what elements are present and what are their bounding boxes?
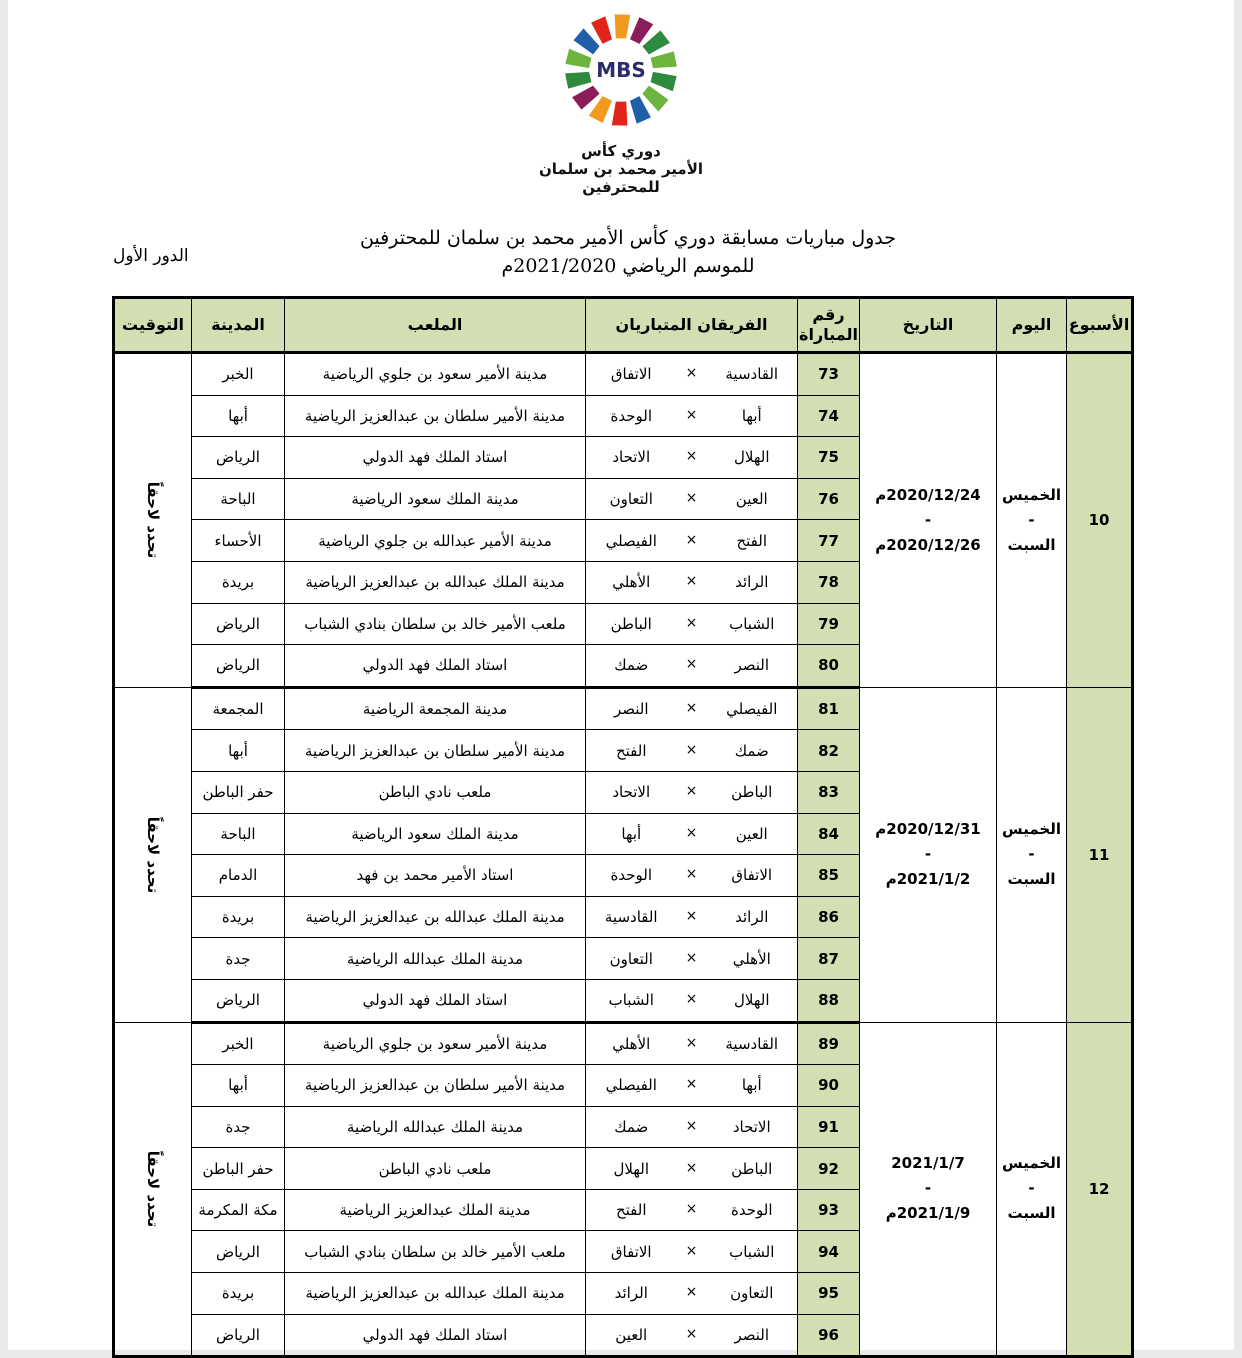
logo-caption-line-1: دوري كأس <box>581 142 661 160</box>
teams-wrapper <box>586 615 797 633</box>
match-number: 77 <box>798 520 860 562</box>
versus-mark: × <box>685 365 698 382</box>
match-number: 78 <box>798 561 860 603</box>
stadium: مدينة الملك عبدالله الرياضية <box>285 1106 586 1148</box>
versus-mark: × <box>685 783 698 800</box>
city: بريدة <box>192 561 285 603</box>
versus-mark: × <box>685 656 698 673</box>
teams-wrapper <box>586 1243 797 1261</box>
stadium: مدينة الأمير سلطان بن عبدالعزيز الرياضية <box>285 1065 586 1107</box>
stadium: مدينة الأمير سلطان بن عبدالعزيز الرياضية <box>285 730 586 772</box>
document-title <box>308 224 948 280</box>
day-line: الخميس <box>1002 485 1061 504</box>
away-team: التعاون <box>609 490 653 509</box>
table-row <box>114 353 1133 396</box>
match-teams <box>586 395 798 437</box>
date-line: 2021/1/7 <box>891 1154 965 1173</box>
away-team: النصر <box>613 700 649 719</box>
away-team: القادسية <box>604 908 658 927</box>
teams-wrapper <box>586 1160 797 1178</box>
away-team: الاتفاق <box>610 365 652 384</box>
logo-segment <box>651 72 677 91</box>
teams-wrapper <box>586 1201 797 1219</box>
match-dates <box>860 353 997 688</box>
home-team: أبها <box>741 406 762 425</box>
stage-label: الدور الأول <box>113 246 189 266</box>
match-number: 93 <box>798 1189 860 1231</box>
home-team: القادسية <box>725 365 779 384</box>
city: الرياض <box>192 1314 285 1357</box>
match-dates <box>860 687 997 1022</box>
away-team: الرائد <box>614 1284 648 1303</box>
versus-mark: × <box>685 1076 698 1093</box>
title-line-1: جدول مباريات مسابقة دوري كأس الأمير محمد بن سلمان للمحترفين <box>359 227 897 249</box>
week-number: 11 <box>1067 687 1133 1022</box>
match-number: 81 <box>798 687 860 730</box>
match-teams <box>586 603 798 645</box>
city: بريدة <box>192 1273 285 1315</box>
home-team: الرائد <box>735 908 769 927</box>
day-line: الخميس <box>1002 1154 1061 1173</box>
stadium: مدينة الملك عبدالله بن عبدالعزيز الرياضية <box>285 561 586 603</box>
stadium: استاد الملك فهد الدولي <box>285 437 586 479</box>
date-line: 2021/1/2م <box>885 870 971 889</box>
away-team: الباطن <box>610 614 652 633</box>
match-number: 91 <box>798 1106 860 1148</box>
day-line: - <box>1028 845 1035 864</box>
home-team: الباطن <box>731 1159 773 1178</box>
teams-wrapper <box>586 950 797 968</box>
teams-wrapper <box>586 490 797 508</box>
stadium: ملعب الأمير خالد بن سلطان بنادي الشباب <box>285 603 586 645</box>
city: جدة <box>192 1106 285 1148</box>
match-teams <box>586 1148 798 1190</box>
date-line: - <box>924 845 932 864</box>
versus-mark: × <box>685 991 698 1008</box>
stadium: ملعب نادي الباطن <box>285 771 586 813</box>
versus-mark: × <box>685 614 698 631</box>
teams-wrapper <box>586 908 797 926</box>
table-row <box>114 687 1133 730</box>
match-number: 90 <box>798 1065 860 1107</box>
match-number: 85 <box>798 855 860 897</box>
away-team: الأهلي <box>612 573 651 592</box>
city: أبها <box>192 395 285 437</box>
away-team: الوحدة <box>610 406 652 425</box>
match-teams <box>586 1065 798 1107</box>
versus-mark: × <box>685 490 698 507</box>
home-team: الهلال <box>733 991 770 1010</box>
city: الرياض <box>192 645 285 688</box>
away-team: الشباب <box>608 991 654 1010</box>
home-team: النصر <box>734 1325 770 1344</box>
match-number: 89 <box>798 1022 860 1065</box>
match-number: 84 <box>798 813 860 855</box>
teams-wrapper <box>586 1118 797 1136</box>
header-day: اليوم <box>997 298 1067 353</box>
match-teams <box>586 1273 798 1315</box>
city: الرياض <box>192 603 285 645</box>
stadium: مدينة الأمير سعود بن جلوي الرياضية <box>285 353 586 396</box>
teams-wrapper <box>586 532 797 550</box>
match-number: 96 <box>798 1314 860 1357</box>
match-teams <box>586 1231 798 1273</box>
match-teams <box>586 813 798 855</box>
city: بريدة <box>192 896 285 938</box>
teams-wrapper <box>586 573 797 591</box>
teams-wrapper <box>586 656 797 674</box>
match-days <box>997 1022 1067 1357</box>
away-team: الاتفاق <box>610 1242 652 1261</box>
home-team: القادسية <box>725 1034 779 1053</box>
date-line: 2020/12/26م <box>875 535 981 554</box>
header-city: المدينة <box>192 298 285 353</box>
stadium: استاد الملك فهد الدولي <box>285 979 586 1022</box>
versus-mark: × <box>685 1242 698 1259</box>
header-stadium: الملعب <box>285 298 586 353</box>
schedule-body <box>114 353 1133 1357</box>
stadium: ملعب نادي الباطن <box>285 1148 586 1190</box>
home-team: الفيصلي <box>726 700 778 719</box>
away-team: الفتح <box>615 1201 647 1220</box>
header-time: التوقيت <box>114 298 192 353</box>
teams-wrapper <box>586 825 797 843</box>
logo-segment <box>612 102 628 126</box>
away-team: الفيصلي <box>605 1076 657 1095</box>
away-team: أبها <box>621 824 642 843</box>
match-teams <box>586 687 798 730</box>
city: الباحة <box>192 813 285 855</box>
match-number: 79 <box>798 603 860 645</box>
match-teams <box>586 437 798 479</box>
table-row <box>114 1022 1133 1065</box>
header-match-number: رقم المباراة <box>798 298 860 353</box>
match-number: 87 <box>798 938 860 980</box>
match-teams <box>586 478 798 520</box>
schedule-table <box>112 296 1134 1358</box>
city: الرياض <box>192 437 285 479</box>
logo-segment <box>630 96 651 124</box>
home-team: الأهلي <box>732 949 771 968</box>
versus-mark: × <box>685 824 698 841</box>
versus-mark: × <box>685 700 698 717</box>
home-team: الفتح <box>736 531 768 550</box>
home-team: الاتحاد <box>732 1117 771 1136</box>
stadium: ملعب الأمير خالد بن سلطان بنادي الشباب <box>285 1231 586 1273</box>
city: الخبر <box>192 1022 285 1065</box>
day-line: السبت <box>1007 535 1056 554</box>
logo-segment <box>572 86 599 110</box>
away-team: الفيصلي <box>605 531 657 550</box>
match-number: 83 <box>798 771 860 813</box>
logo-segment <box>574 28 600 54</box>
match-teams <box>586 1022 798 1065</box>
day-line: الخميس <box>1002 820 1061 839</box>
stadium: مدينة الملك عبدالعزيز الرياضية <box>285 1189 586 1231</box>
match-days <box>997 353 1067 688</box>
home-team: التعاون <box>730 1284 774 1303</box>
teams-wrapper <box>586 991 797 1009</box>
stadium: استاد الملك فهد الدولي <box>285 1314 586 1357</box>
away-team: الاتحاد <box>612 783 651 802</box>
logo-segment <box>565 49 591 68</box>
home-team: الاتفاق <box>731 866 773 885</box>
logo-segment <box>591 16 612 44</box>
day-line: السبت <box>1007 870 1056 889</box>
logo-segment <box>642 86 668 112</box>
away-team: التعاون <box>609 949 653 968</box>
kickoff-time <box>114 1022 192 1357</box>
city: الباحة <box>192 478 285 520</box>
header-date: التاريخ <box>860 298 997 353</box>
logo-segment <box>651 51 677 68</box>
versus-mark: × <box>685 949 698 966</box>
city: جدة <box>192 938 285 980</box>
versus-mark: × <box>685 1034 698 1051</box>
kickoff-time <box>114 353 192 688</box>
home-team: العين <box>735 490 768 509</box>
day-line: السبت <box>1007 1204 1056 1223</box>
stadium: مدينة الأمير عبدالله بن جلوي الرياضية <box>285 520 586 562</box>
teams-wrapper <box>586 700 797 718</box>
match-teams <box>586 1106 798 1148</box>
match-teams <box>586 730 798 772</box>
match-teams <box>586 561 798 603</box>
match-number: 73 <box>798 353 860 396</box>
date-line: - <box>924 1179 932 1198</box>
document-page <box>8 0 1234 1350</box>
teams-wrapper <box>586 866 797 884</box>
home-team: الرائد <box>735 573 769 592</box>
match-number: 86 <box>798 896 860 938</box>
match-number: 80 <box>798 645 860 688</box>
teams-wrapper <box>586 783 797 801</box>
date-line: 2020/12/31م <box>875 820 981 839</box>
stadium: مدينة الملك عبدالله بن عبدالعزيز الرياضية <box>285 1273 586 1315</box>
match-number: 76 <box>798 478 860 520</box>
versus-mark: × <box>685 908 698 925</box>
stadium: مدينة الملك سعود الرياضية <box>285 813 586 855</box>
logo-caption-line-3: للمحترفين <box>582 178 660 196</box>
teams-wrapper <box>586 742 797 760</box>
stadium: مدينة الأمير سلطان بن عبدالعزيز الرياضية <box>285 395 586 437</box>
week-number: 10 <box>1067 353 1133 688</box>
away-team: ضمك <box>614 656 649 675</box>
match-number: 74 <box>798 395 860 437</box>
city: الخبر <box>192 353 285 396</box>
logo-mark-text: MBS <box>596 58 646 82</box>
home-team: الهلال <box>733 448 770 467</box>
logo-segment <box>565 72 591 89</box>
stadium: مدينة المجمعة الرياضية <box>285 687 586 730</box>
date-line: 2020/12/24م <box>875 485 981 504</box>
kickoff-time-text: تحدد لاحقاً <box>143 1150 162 1228</box>
match-number: 92 <box>798 1148 860 1190</box>
city: الأحساء <box>192 520 285 562</box>
away-team: ضمك <box>614 1117 649 1136</box>
kickoff-time-text: تحدد لاحقاً <box>143 482 162 559</box>
stadium: مدينة الملك عبدالله بن عبدالعزيز الرياضية <box>285 896 586 938</box>
match-number: 82 <box>798 730 860 772</box>
match-number: 94 <box>798 1231 860 1273</box>
versus-mark: × <box>685 448 698 465</box>
match-dates <box>860 1022 997 1357</box>
day-line: - <box>1028 510 1035 529</box>
match-teams <box>586 771 798 813</box>
header-week: الأسبوع <box>1067 298 1133 353</box>
match-teams <box>586 353 798 396</box>
away-team: الهلال <box>613 1159 649 1178</box>
city: الرياض <box>192 979 285 1022</box>
city: المجمعة <box>192 687 285 730</box>
day-line: - <box>1028 1179 1035 1198</box>
match-number: 88 <box>798 979 860 1022</box>
kickoff-time <box>114 687 192 1022</box>
logo-caption-line-2: الأمير محمد بن سلمان <box>538 160 704 178</box>
home-team: العين <box>735 824 768 843</box>
stadium: استاد الملك فهد الدولي <box>285 645 586 688</box>
match-days <box>997 687 1067 1022</box>
header-teams: الفريقان المتباريان <box>586 298 798 353</box>
city: الرياض <box>192 1231 285 1273</box>
versus-mark: × <box>685 1325 698 1342</box>
match-teams <box>586 979 798 1022</box>
match-teams <box>586 896 798 938</box>
stadium: مدينة الملك سعود الرياضية <box>285 478 586 520</box>
versus-mark: × <box>685 866 698 883</box>
teams-wrapper <box>586 1035 797 1053</box>
home-team: النصر <box>734 656 770 675</box>
title-line-2: للموسم الرياضي 2021/2020م <box>501 255 755 277</box>
home-team: الشباب <box>729 614 775 633</box>
versus-mark: × <box>685 1159 698 1176</box>
teams-wrapper <box>586 1326 797 1344</box>
match-teams <box>586 938 798 980</box>
away-team: الوحدة <box>610 866 652 885</box>
match-teams <box>586 855 798 897</box>
stadium: مدينة الأمير سعود بن جلوي الرياضية <box>285 1022 586 1065</box>
match-teams <box>586 520 798 562</box>
away-team: الفتح <box>615 741 647 760</box>
versus-mark: × <box>685 1117 698 1134</box>
match-number: 95 <box>798 1273 860 1315</box>
teams-wrapper <box>586 365 797 383</box>
versus-mark: × <box>685 741 698 758</box>
stadium: استاد الأمير محمد بن فهد <box>285 855 586 897</box>
logo-caption <box>508 142 734 196</box>
city: الدمام <box>192 855 285 897</box>
match-teams <box>586 1189 798 1231</box>
date-line: 2021/1/9م <box>885 1204 971 1223</box>
home-team: الوحدة <box>731 1201 773 1220</box>
city: أبها <box>192 730 285 772</box>
away-team: الاتحاد <box>612 448 651 467</box>
stadium: مدينة الملك عبدالله الرياضية <box>285 938 586 980</box>
city: حفر الباطن <box>192 1148 285 1190</box>
table-header-row <box>114 298 1133 353</box>
home-team: الباطن <box>731 783 773 802</box>
match-number: 75 <box>798 437 860 479</box>
teams-wrapper <box>586 407 797 425</box>
logo-segment <box>642 30 669 54</box>
versus-mark: × <box>685 406 698 423</box>
versus-mark: × <box>685 1284 698 1301</box>
home-team: ضمك <box>734 741 769 760</box>
week-number: 12 <box>1067 1022 1133 1357</box>
home-team: الشباب <box>729 1242 775 1261</box>
away-team: الأهلي <box>612 1034 651 1053</box>
mbs-league-logo <box>556 8 686 138</box>
city: أبها <box>192 1065 285 1107</box>
date-line: - <box>924 510 932 529</box>
match-teams <box>586 1314 798 1357</box>
city: مكة المكرمة <box>192 1189 285 1231</box>
match-teams <box>586 645 798 688</box>
versus-mark: × <box>685 573 698 590</box>
versus-mark: × <box>685 1201 698 1218</box>
teams-wrapper <box>586 448 797 466</box>
teams-wrapper <box>586 1076 797 1094</box>
away-team: العين <box>615 1325 648 1344</box>
versus-mark: × <box>685 531 698 548</box>
logo-segment <box>615 14 631 38</box>
kickoff-time-text: تحدد لاحقاً <box>143 816 162 893</box>
city: حفر الباطن <box>192 771 285 813</box>
teams-wrapper <box>586 1284 797 1302</box>
home-team: أبها <box>741 1076 762 1095</box>
